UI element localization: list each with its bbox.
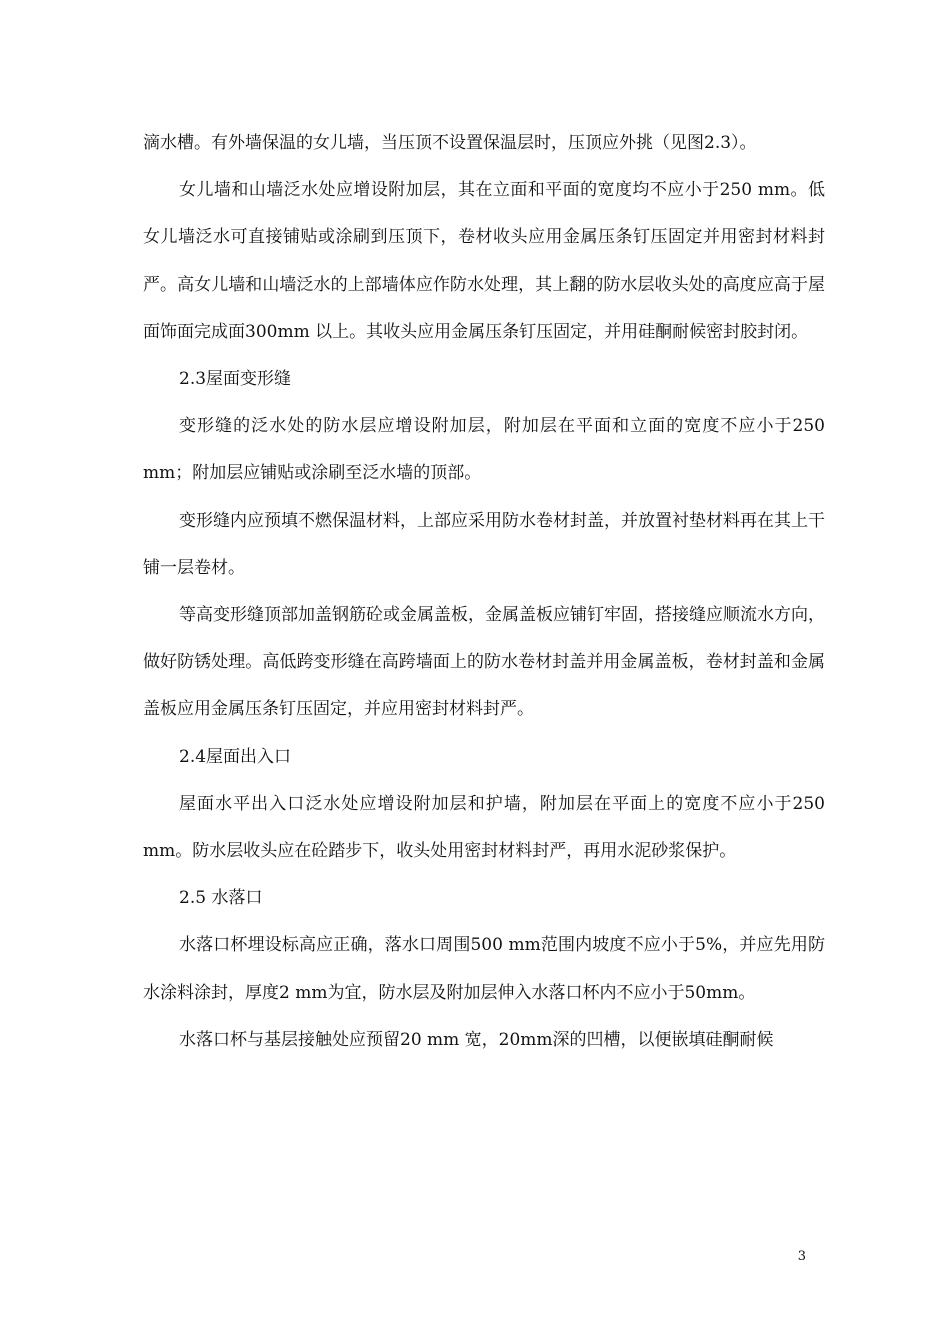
section-heading-2-3: 2.3屋面变形缝 — [179, 369, 292, 390]
paragraph: 等高变形缝顶部加盖钢筋砼或金属盖板，金属盖板应铺钉牢固，搭接缝应顺流水方向，做好防锈处理。高低跨变形缝在高跨墙面上的防水卷材封盖并用金属盖板，卷材封盖和金属盖板应用金属压条钉压固定，并应用密封材料封严。 — [143, 605, 825, 720]
paragraph: 水落口杯与基层接触处应预留20 mm 宽，20mm深的凹槽，以便嵌填硅酮耐候 — [179, 1029, 774, 1050]
page-number: 3 — [797, 1249, 806, 1264]
paragraph: 水落口杯埋设标高应正确，落水口周围500 mm范围内坡度不应小于5%，并应先用防水涂料涂封，厚度2 mm为宜，防水层及附加层伸入水落口杯内不应小于50mm。 — [143, 935, 825, 1003]
paragraph: 滴水槽。有外墙保温的女儿墙，当压顶不设置保温层时，压顶应外挑（见图2.3）。 — [143, 133, 757, 153]
section-heading-2-5: 2.5 水落口 — [179, 888, 263, 909]
paragraph: 屋面水平出入口泛水处应增设附加层和护墙，附加层在平面上的宽度不应小于250 mm。防水层收头应在砼踏步下，收头处用密封材料封严，再用水泥砂浆保护。 — [143, 793, 825, 862]
paragraph: 变形缝内应预填不燃保温材料，上部应采用防水卷材封盖，并放置衬垫材料再在其上干铺一层卷材。 — [143, 510, 825, 578]
paragraph: 变形缝的泛水处的防水层应增设附加层，附加层在平面和立面的宽度不应小于250 mm；附加层应铺贴或涂刷至泛水墙的顶部。 — [143, 416, 825, 484]
body-text — [143, 120, 825, 1064]
paragraph: 女儿墙和山墙泛水处应增设附加层，其在立面和平面的宽度均不应小于250 mm。低女儿墙泛水可直接铺贴或涂刷到压顶下，卷材收头应用金属压条钉压固定并用密封材料封严。高女儿墙和山墙泛水的上部墙体应作防水处理，其上翻的防水层收头处的高度应高于屋面饰面完成面300mm 以上。其收头应用金属压条钉压固定，并用硅酮耐候密封胶封闭。 — [143, 180, 825, 342]
section-heading-2-4: 2.4屋面出入口 — [179, 746, 292, 767]
